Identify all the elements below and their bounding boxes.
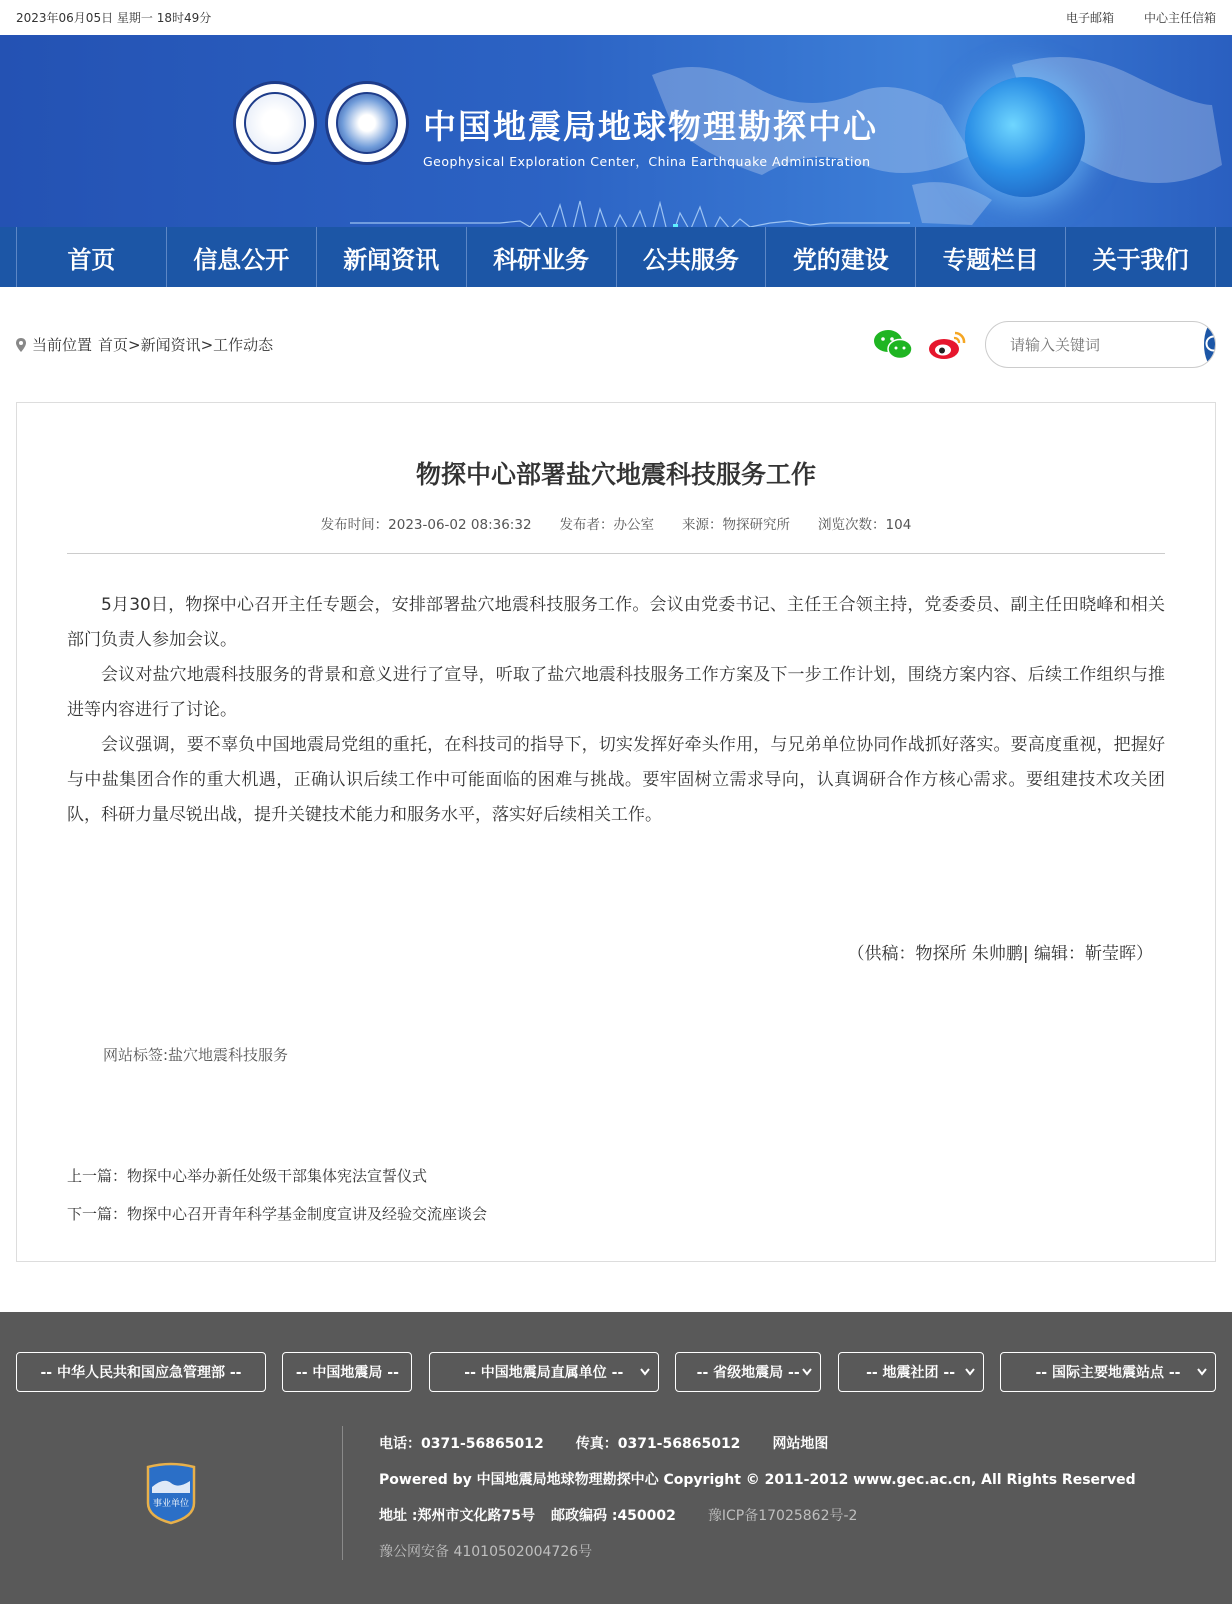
search-box <box>985 321 1216 368</box>
breadcrumb-label: 当前位置 <box>32 336 93 354</box>
police-record-link[interactable]: 豫公网安备 41010502004726号 <box>379 1544 593 1560</box>
search-icon <box>1204 334 1216 356</box>
director-mailbox-link[interactable]: 中心主任信箱 <box>1143 11 1216 25</box>
search-button[interactable] <box>1204 321 1216 368</box>
site-footer <box>0 1312 1232 1604</box>
prev-next-links <box>67 1157 487 1233</box>
logos <box>233 81 409 165</box>
chevron-down-icon <box>1196 1365 1208 1379</box>
select-provincial-label: -- 省级地震局 -- <box>696 1365 800 1381</box>
site-title-en: Geophysical Exploration Center，China Earthquake Administration <box>423 154 871 169</box>
nav-public-service[interactable]: 公共服务 <box>617 227 767 287</box>
footer-logo <box>0 1426 343 1560</box>
seismic-wave-decoration <box>350 193 910 227</box>
cea-seal-logo <box>233 81 317 165</box>
badge-text: 事业单位 <box>152 1499 190 1509</box>
nav-party-building[interactable]: 党的建设 <box>766 227 916 287</box>
footer-copyright: Powered by 中国地震局地球物理勘探中心 Copyright © 2011-2012 www.gec.ac.cn, All Rights Reserved <box>379 1472 1136 1488</box>
nav-research[interactable]: 科研业务 <box>467 227 617 287</box>
site-title-cn: 中国地震局地球物理勘探中心 <box>423 107 878 146</box>
nav-info-disclosure[interactable]: 信息公开 <box>167 227 317 287</box>
article-credit: （供稿：物探所 朱帅鹏| 编辑：靳莹晖） <box>847 944 1153 964</box>
header-tools <box>873 321 1216 368</box>
public-institution-badge-icon[interactable] <box>144 1461 198 1525</box>
footer-fax: 传真：0371-56865012 <box>575 1436 741 1452</box>
prev-article-link[interactable]: 上一篇：物探中心举办新任处级干部集体宪法宣誓仪式 <box>67 1167 428 1185</box>
nav-news[interactable]: 新闻资讯 <box>317 227 467 287</box>
chevron-down-icon <box>639 1365 651 1379</box>
select-societies[interactable] <box>838 1352 984 1392</box>
publish-time: 发布时间：2023-06-02 08:36:32 <box>320 517 532 533</box>
email-link[interactable]: 电子邮箱 <box>1065 11 1114 25</box>
location-pin-icon <box>16 338 26 352</box>
site-banner <box>0 35 1232 227</box>
select-cea-label: -- 中国地震局 -- <box>295 1365 399 1381</box>
select-societies-label: -- 地震社团 -- <box>866 1365 956 1381</box>
weibo-icon[interactable] <box>927 328 967 362</box>
site-title <box>423 101 878 170</box>
gec-seal-logo <box>325 81 409 165</box>
sitemap-link[interactable]: 网站地图 <box>772 1436 829 1452</box>
article-paragraph: 5月30日，物探中心召开主任专题会，安排部署盐穴地震科技服务工作。会议由党委书记、主任王合领主持，党委委员、副主任田晓峰和相关部门负责人参加会议。 <box>67 595 1165 650</box>
select-cea[interactable] <box>282 1352 412 1392</box>
main-nav <box>0 227 1232 287</box>
wechat-icon[interactable] <box>873 328 913 362</box>
footer-text <box>343 1426 1136 1570</box>
chevron-down-icon <box>801 1365 813 1379</box>
related-sites-selects <box>0 1312 1232 1392</box>
select-international[interactable] <box>1000 1352 1216 1392</box>
select-provincial[interactable] <box>675 1352 821 1392</box>
article-tags: 网站标签:盐穴地震科技服务 <box>103 1046 289 1064</box>
select-mem[interactable] <box>16 1352 266 1392</box>
footer-address: 地址 :郑州市文化路75号 <box>379 1508 535 1524</box>
article-title: 物探中心部署盐穴地震科技服务工作 <box>415 460 816 489</box>
source: 来源：物探研究所 <box>682 517 791 533</box>
footer-phone: 电话：0371-56865012 <box>379 1436 544 1452</box>
article-container <box>16 402 1216 1262</box>
top-links <box>1066 9 1216 26</box>
article-paragraph: 会议对盐穴地震科技服务的背景和意义进行了宣导，听取了盐穴地震科技服务工作方案及下一步工作计划，围绕方案内容、后续工作组织与推进等内容进行了讨论。 <box>67 665 1165 720</box>
next-article-link[interactable]: 下一篇：物探中心召开青年科学基金制度宣讲及经验交流座谈会 <box>67 1205 488 1223</box>
nav-home[interactable]: 首页 <box>16 227 167 287</box>
select-cea-units[interactable] <box>429 1352 659 1392</box>
select-international-label: -- 国际主要地震站点 -- <box>1035 1365 1181 1381</box>
breadcrumb <box>16 334 273 355</box>
nav-about-us[interactable]: 关于我们 <box>1066 227 1216 287</box>
article-body <box>67 588 1165 833</box>
footer-info <box>0 1426 1232 1570</box>
select-cea-units-label: -- 中国地震局直属单位 -- <box>464 1365 624 1381</box>
current-datetime: 2023年06月05日 星期一 18时49分 <box>16 11 212 25</box>
top-bar <box>0 0 1232 35</box>
article-paragraph: 会议强调，要不辜负中国地震局党组的重托，在科技司的指导下，切实发挥好牵头作用，与兄弟单位协同作战抓好落实。要高度重视，把握好与中盐集团合作的重大机遇，正确认识后续工作中可能面临的困难与挑战。要牢固树立需求导向，认真调研合作方核心需求。要组建技术攻关团队，科研力量尽锐出战，提升关键技术能力和服务水平，落实好后续相关工作。 <box>67 735 1165 825</box>
search-input[interactable] <box>986 322 1204 367</box>
globe-decoration <box>965 77 1085 197</box>
select-mem-label: -- 中华人民共和国应急管理部 -- <box>40 1365 242 1381</box>
icp-link[interactable]: 豫ICP备17025862号-2 <box>707 1508 858 1524</box>
location-bar <box>0 287 1232 402</box>
footer-postcode: 邮政编码 :450002 <box>550 1508 676 1524</box>
article-meta <box>67 513 1165 554</box>
chevron-down-icon <box>964 1365 976 1379</box>
view-count: 浏览次数：104 <box>818 517 912 533</box>
breadcrumb-path[interactable]: 首页>新闻资讯>工作动态 <box>98 336 274 354</box>
publisher: 发布者：办公室 <box>559 517 655 533</box>
nav-special-topics[interactable]: 专题栏目 <box>916 227 1066 287</box>
